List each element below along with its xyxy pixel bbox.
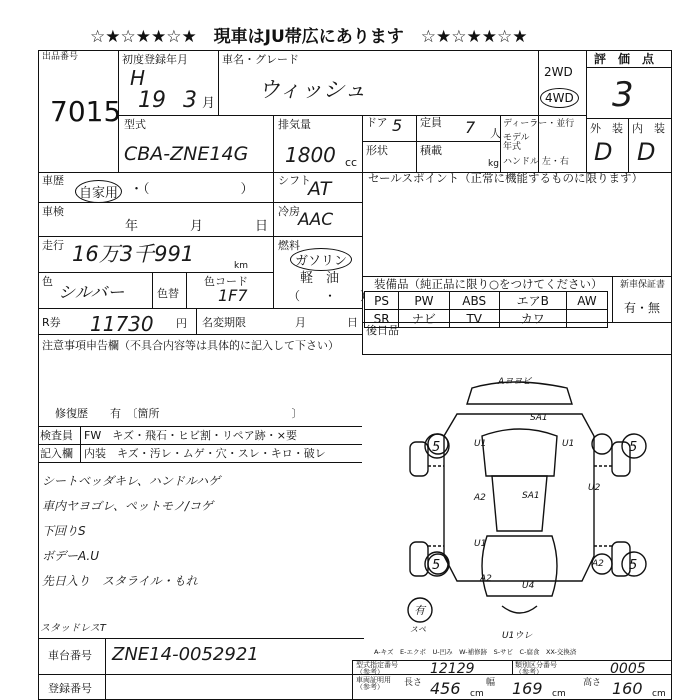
spare-label: スペ bbox=[410, 625, 426, 634]
mark-u1-right: U1 bbox=[562, 439, 575, 449]
fuel-label: 燃料 bbox=[278, 239, 300, 252]
inspection-label: 車検 bbox=[42, 205, 64, 218]
aftermarket-label: 後日品 bbox=[366, 324, 399, 337]
length-label: 長さ bbox=[404, 678, 423, 688]
entry-label: 記入欄 bbox=[40, 447, 73, 460]
equip-aw: AW bbox=[566, 292, 607, 310]
displacement-unit: cc bbox=[345, 156, 358, 169]
displacement: 1800 bbox=[285, 143, 336, 167]
type-no: 12129 bbox=[430, 661, 475, 677]
mileage-unit: km bbox=[234, 261, 248, 271]
remark-2: 車内ヤヨゴレ、ペットモノ/コゲ bbox=[42, 499, 213, 513]
doors: 5 bbox=[392, 116, 403, 135]
mark-u1-rear: U1 bbox=[474, 539, 487, 549]
equip-ps: PS bbox=[365, 292, 399, 310]
mark-u4: U4 bbox=[522, 581, 535, 591]
ac-label: 冷房 bbox=[278, 205, 300, 218]
mileage-label: 走行 bbox=[42, 239, 64, 252]
equip-pw: PW bbox=[399, 292, 449, 310]
name-change-day: 日 bbox=[347, 316, 358, 329]
rating-score: 3 bbox=[612, 75, 634, 115]
inspection-year: 年 bbox=[125, 219, 139, 234]
equip-blank bbox=[566, 310, 607, 328]
model-code: CBA-ZNE14G bbox=[124, 143, 249, 165]
load-unit: kg bbox=[488, 159, 499, 169]
type-no-label: 型式指定番号 （参考） bbox=[356, 661, 398, 676]
dims-label: 車両証明用 （参考） bbox=[356, 676, 391, 691]
ext-label: 外 装 bbox=[590, 122, 623, 135]
model-label: 型式 bbox=[124, 118, 146, 131]
spare-mark: 有 bbox=[414, 604, 425, 617]
chassis-label: 車台番号 bbox=[48, 649, 92, 662]
name-change-label: 名変期限 bbox=[202, 316, 246, 329]
notes-label: 注意事項申告欄（不具合内容等は具体的に記入して下さい） bbox=[42, 339, 339, 352]
color-label: 色 bbox=[42, 275, 53, 288]
fuel-value: ガソリン bbox=[290, 248, 352, 271]
diag-top-label: Aヨヨビ bbox=[498, 377, 532, 387]
handle-label: ハンドル 左・右 bbox=[503, 157, 569, 167]
fuel-paren: （ ・ ） bbox=[288, 289, 373, 303]
fuel-alt: 軽 油 bbox=[300, 271, 340, 286]
diag-bottom-label: U1ウレ bbox=[502, 631, 533, 641]
inspection-day: 日 bbox=[255, 219, 269, 234]
entry-items: 内装 キズ・汚レ・ムゲ・穴・スレ・キロ・破レ bbox=[84, 447, 326, 460]
tire-right-front: 5 bbox=[629, 440, 638, 455]
inspector-items: FW キズ・飛石・ヒビ割・リペア跡・×要 bbox=[84, 429, 297, 442]
lot-label: 出品番号 bbox=[42, 52, 79, 62]
recycle: 11730 bbox=[90, 312, 154, 336]
class-no: 0005 bbox=[610, 661, 646, 677]
drive-2wd: 2WD bbox=[544, 65, 573, 79]
ac: AAC bbox=[298, 210, 334, 230]
first-reg-label: 初度登録年月 bbox=[122, 53, 188, 66]
mark-sa1-center: SA1 bbox=[522, 491, 540, 501]
load-label: 積載 bbox=[420, 144, 442, 157]
tire-left-front: 5 bbox=[432, 440, 441, 455]
color-code: 1F7 bbox=[218, 286, 248, 305]
car-name: ウィッシュ bbox=[258, 78, 367, 103]
width-unit: cm bbox=[552, 689, 566, 699]
remark-3: 下回りS bbox=[42, 524, 86, 538]
mileage: 16万3千991 bbox=[72, 242, 195, 266]
shape-label: 形状 bbox=[366, 144, 388, 157]
banner: ☆★☆★★☆★ 現車はJU帯広にあります ☆★☆★★☆★ bbox=[90, 27, 528, 47]
equip-navi: ナビ bbox=[399, 310, 449, 328]
ext-score: D bbox=[594, 138, 613, 166]
remark-5: 先日入り スタライル・もれ bbox=[42, 574, 198, 588]
warranty-label: 新車保証書 bbox=[620, 280, 666, 290]
lot-number: 7015 bbox=[50, 95, 122, 128]
equip-abs: ABS bbox=[449, 292, 499, 310]
usage-label: 車歴 bbox=[42, 174, 64, 187]
height: 160 bbox=[612, 679, 643, 698]
length-unit: cm bbox=[470, 689, 484, 699]
shift-label: シフト bbox=[278, 174, 311, 187]
inspection-month: 月 bbox=[190, 219, 204, 234]
int-score: D bbox=[637, 138, 656, 166]
color-change-label: 色替 bbox=[157, 287, 179, 300]
equip-airbag: エアB bbox=[499, 292, 566, 310]
damage-legend: A-キズ E-エクボ U-凹み W-補修跡 S-サビ C-腐食 XX-交換済 bbox=[374, 648, 577, 656]
mark-sa1-top: SA1 bbox=[530, 413, 548, 423]
doors-label: ドア bbox=[366, 116, 388, 129]
color: シルバー bbox=[58, 283, 125, 303]
height-label: 高さ bbox=[583, 678, 602, 688]
width-label: 幅 bbox=[486, 678, 496, 688]
mark-a2-right: A2 bbox=[592, 559, 604, 569]
first-reg-month-unit: 月 bbox=[202, 96, 216, 111]
remark-1: シートベッダキレ、ハンドルハゲ bbox=[42, 474, 221, 488]
usage-value: 自家用 bbox=[75, 180, 122, 203]
capacity-unit: 人 bbox=[490, 127, 501, 140]
sales-point-label: セールスポイント（正常に機能するものに限ります） bbox=[368, 171, 643, 185]
capacity: 7 bbox=[465, 118, 476, 137]
studless-note: スタッドレスT bbox=[40, 623, 106, 634]
recycle-label: R券 bbox=[42, 316, 61, 329]
equip-leather: カワ bbox=[499, 310, 566, 328]
tire-right-rear: 5 bbox=[629, 558, 638, 573]
height-unit: cm bbox=[652, 689, 666, 699]
mark-u1-left: U1 bbox=[474, 439, 487, 449]
drive-4wd: 4WD bbox=[540, 88, 579, 108]
first-reg-month: 3 bbox=[183, 88, 197, 113]
chassis-number: ZNE14-0052921 bbox=[112, 644, 259, 665]
equip-tv: TV bbox=[449, 310, 499, 328]
remark-4: ボデーA.U bbox=[42, 549, 100, 563]
mark-a2-left: A2 bbox=[474, 493, 486, 503]
displacement-label: 排気量 bbox=[278, 118, 311, 131]
capacity-label: 定員 bbox=[420, 116, 442, 129]
recycle-unit: 円 bbox=[176, 317, 187, 330]
first-reg-year: 19 bbox=[138, 88, 166, 113]
mark-a2-rear: A2 bbox=[480, 574, 492, 584]
equip-sr: SR bbox=[365, 310, 399, 328]
int-label: 内 装 bbox=[632, 122, 665, 135]
width: 169 bbox=[512, 679, 543, 698]
warranty: 有・無 bbox=[624, 301, 661, 315]
shift: AT bbox=[308, 178, 332, 200]
color-code-label: 色コード bbox=[204, 275, 248, 288]
equipment-label: 装備品（純正品に限り○をつけてください） bbox=[374, 277, 603, 291]
dealer-label: ディーラー・並行 bbox=[503, 119, 575, 129]
class-no-label: 類別区分番号 （参考） bbox=[515, 661, 557, 676]
model-year-label: モデル 年式 bbox=[503, 133, 530, 152]
name-change-month: 月 bbox=[295, 316, 306, 329]
rating-label: 評 価 点 bbox=[594, 52, 655, 66]
car-name-label: 車名・グレード bbox=[222, 53, 299, 66]
mark-u2: U2 bbox=[588, 483, 601, 493]
usage-paren: ・（ ） bbox=[130, 182, 254, 197]
repair-label: 修復歴 有 〔箇所 〕 bbox=[55, 407, 303, 420]
regno-label: 登録番号 bbox=[48, 682, 92, 695]
first-reg-era: H bbox=[130, 66, 146, 90]
car-damage-diagram bbox=[362, 356, 672, 642]
length: 456 bbox=[430, 679, 461, 698]
tire-left-rear: 5 bbox=[432, 558, 441, 573]
inspector-label: 検査員 bbox=[40, 429, 73, 442]
